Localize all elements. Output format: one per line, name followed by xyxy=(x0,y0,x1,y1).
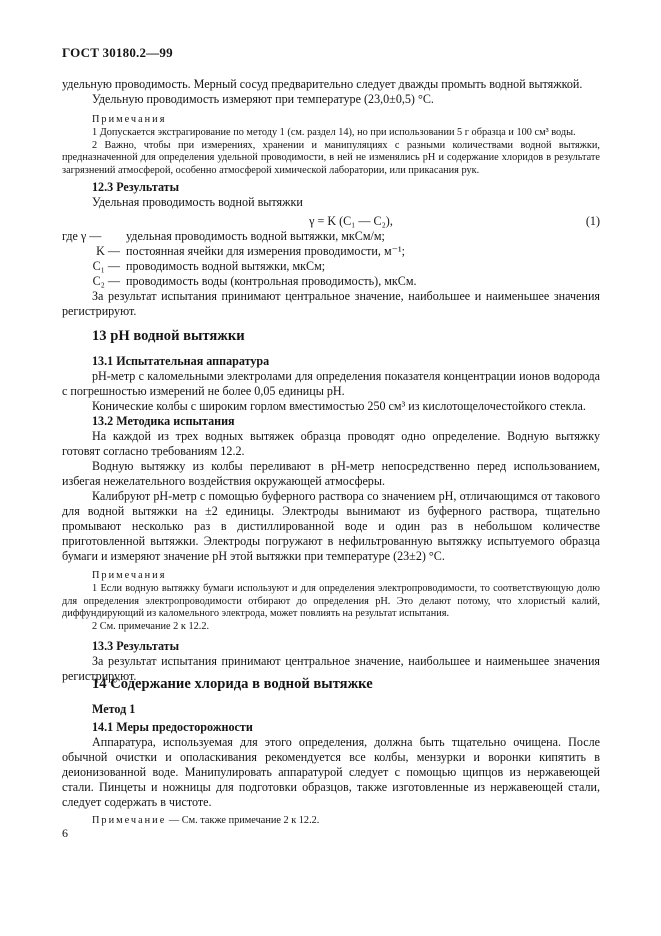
section-title: 14.1 Меры предосторожности xyxy=(92,720,253,734)
paragraph: Удельную проводимость измеряют при температуре (23,0±0,5) °С. xyxy=(92,92,434,106)
section-14-body xyxy=(62,702,600,828)
note-label: Примечание xyxy=(92,815,167,826)
paragraph: За результат испытания принимают центральное значение, наибольшее и наименьшее значения регистрируют. xyxy=(62,289,600,318)
page-number: 6 xyxy=(62,826,68,840)
formula xyxy=(62,214,600,229)
note: 1 Если водную вытяжку бумаги используют и для определения электропроводимости, то соответствующую долю для определения электропроводимости отбирают до определения рН. Это делают потому, что хлористый калий, диффундирующий из каломельного электрода, может повлиять на результат испытания. xyxy=(62,582,600,620)
section-13-body xyxy=(62,354,600,684)
paragraph: За результат испытания принимают центральное значение, наибольшее и наименьшее значения регистрируют. xyxy=(62,653,600,683)
definition xyxy=(62,229,600,244)
paragraph: удельную проводимость. Мерный сосуд предварительно следует дважды промыть водной вытяжкой. xyxy=(62,77,583,91)
definition xyxy=(62,274,600,289)
definition-symbol: где γ — xyxy=(62,229,102,243)
notes-label: Примечания xyxy=(92,114,167,125)
paragraph: рН-метр с каломельными электролами для определения показателя концентрации ионов водорода с погрешностью измерений не более 0,05 единицы рН. xyxy=(62,369,600,398)
section-13 xyxy=(62,328,600,345)
note xyxy=(62,815,600,828)
definition-symbol: K — xyxy=(96,244,120,258)
formula-expression: γ = K (C₁ — C₂), xyxy=(309,214,393,228)
notes-label: Примечания xyxy=(92,570,167,581)
paragraph: Водную вытяжку из колбы переливают в рН-метр непосредственно перед использованием, избегая нежелательного воздействия окружающей атмосферы. xyxy=(62,459,600,488)
section-title: 13.1 Испытательная аппаратура xyxy=(92,354,270,368)
definition xyxy=(62,259,600,274)
section-14 xyxy=(62,676,600,693)
section-12-3 xyxy=(62,180,600,319)
method-title: Метод 1 xyxy=(92,702,136,716)
section-title: 12.3 Результаты xyxy=(92,180,180,194)
note: 2 Важно, чтобы при измерениях, хранении и манипуляциях с разными количествами водной вытяжки, предназначенной для определения удельной проводимости, в ней не изменялись рН и содержание хлоридов в результате загрязнений атмосферой, особенно атмосферой химической лаборатории, или прикасания рук. xyxy=(62,139,600,177)
definition-text: постоянная ячейки для измерения проводимости, м⁻¹; xyxy=(126,244,405,258)
paragraph: Калибруют рН-метр с помощью буферного раствора со значением рН, отличающимся от такового для водной вытяжки на ±2 единицы. Электроды вынимают из буферного раствора, тщательно промывают несколько раз в дистиллированной воде и один раз в небольшом количестве приготовленной вытяжки. Электроды погружают в нефильтрованную вытяжку испытуемого образца бумаги и измеряют значение рН этой вытяжки при температуре (23±2) °С. xyxy=(62,489,600,563)
definition-symbol: C₂ — xyxy=(92,274,120,288)
note: 1 Допускается экстрагирование по методу 1 (см. раздел 14), но при использовании 5 г образца и 100 см³ воды. xyxy=(92,126,576,138)
intro-block xyxy=(62,77,600,178)
definition xyxy=(62,244,600,259)
definition-text: проводимость воды (контрольная проводимость), мкСм. xyxy=(126,274,417,288)
paragraph: Аппаратура, используемая для этого определения, должна быть тщательно очищена. После обычной очистки и ополаскивания рекомендуется все колбы, мензурки и воронки кипятить в деионизованной воде. Манипулировать аппаратурой следует с помощью щипцов из нержавеющей стали. Пинцеты и ножницы для подготовки образцов, также изготовленные из нержавеющей стали, следует содержать в чистоте. xyxy=(62,735,600,809)
definition-symbol: C₁ — xyxy=(92,259,120,273)
section-heading: 13 рН водной вытяжки xyxy=(92,328,245,344)
paragraph: Конические колбы с широким горлом вместимостью 250 см³ из кислотощелочестойкого стекла. xyxy=(92,399,586,413)
definition-text: удельная проводимость водной вытяжки, мкСм/м; xyxy=(126,229,385,243)
paragraph: На каждой из трех водных вытяжек образца проводят одно определение. Водную вытяжку готовят согласно требованиям 12.2. xyxy=(62,429,600,458)
definition-text: проводимость водной вытяжки, мкСм; xyxy=(126,259,326,273)
note-text: — См. также примечание 2 к 12.2. xyxy=(166,815,320,826)
paragraph: Удельная проводимость водной вытяжки xyxy=(92,195,303,209)
formula-number: (1) xyxy=(585,214,600,228)
section-heading: 14 Содержание хлорида в водной вытяжке xyxy=(92,676,373,692)
note: 2 См. примечание 2 к 12.2. xyxy=(92,621,210,633)
document-header: ГОСТ 30180.2—99 xyxy=(62,45,173,60)
section-title: 13.2 Методика испытания xyxy=(92,414,235,428)
section-title: 13.3 Результаты xyxy=(92,638,180,653)
